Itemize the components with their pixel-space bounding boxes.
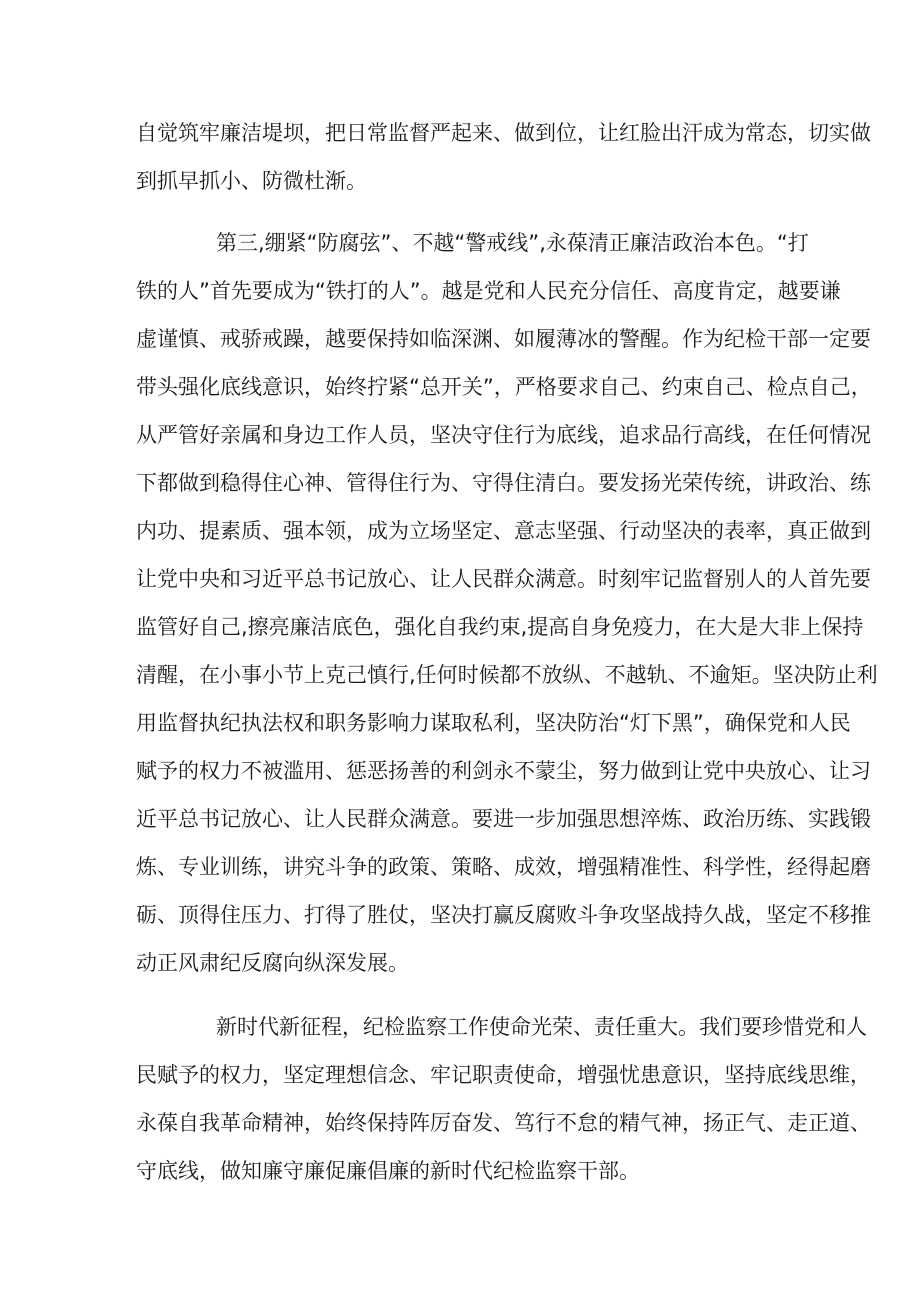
text-line: 民赋予的权力，坚定理想信念、牢记职责使命，增强忧患意识，坚持底线思维， (136, 1063, 871, 1087)
text-line: 砺、顶得住压力、打得了胜仗，坚决打赢反腐败斗争攻坚战持久战，坚定不移推 (136, 903, 871, 927)
text-line: 铁的人”首先要成为“铁打的人”。越是党和人民充分信任、高度肯定，越要谦 (136, 279, 841, 303)
text-line: 近平总书记放心、让人民群众满意。要进一步加强思想淬炼、政治历练、实践锻 (136, 807, 871, 831)
text-line: 带头强化底线意识，始终拧紧“总开关”，严格要求自己、约束自己、检点自己， (136, 375, 872, 399)
text-line: 让党中央和习近平总书记放心、让人民群众满意。时刻牢记监督别人的人首先要 (136, 567, 871, 591)
text-line: 到抓早抓小、防微杜渐。 (136, 169, 367, 193)
text-line: 清醒，在小事小节上克己慎行,任何时候都不放纵、不越轨、不逾矩。坚决防止利 (136, 663, 878, 687)
text-line: 内功、提素质、强本领，成为立场坚定、意志坚强、行动坚决的表率，真正做到 (136, 519, 871, 543)
text-line: 第三,绷紧“防腐弦”、不越“警戒线”,永葆清正廉洁政治本色。“打 (216, 231, 809, 255)
text-line: 新时代新征程，纪检监察工作使命光荣、责任重大。我们要珍惜党和人 (216, 1015, 867, 1039)
text-line: 赋予的权力不被滥用、惩恶扬善的利剑永不蒙尘，努力做到让党中央放心、让习 (136, 759, 871, 783)
text-line: 监管好自己,擦亮廉洁底色，强化自我约束,提高自身免疫力，在大是大非上保持 (136, 615, 864, 639)
text-line: 从严管好亲属和身边工作人员，坚决守住行为底线，追求品行高线，在任何情况 (136, 423, 871, 447)
text-line: 永葆自我革命精神，始终保持阵厉奋发、笃行不怠的精气神，扬正气、走正道、 (136, 1111, 871, 1135)
text-line: 下都做到稳得住心神、管得住行为、守得住清白。要发扬光荣传统，讲政治、练 (136, 471, 871, 495)
text-line: 动正风肃纪反腐向纵深发展。 (136, 951, 409, 975)
text-line: 虚谨慎、戒骄戒躁，越要保持如临深渊、如履薄冰的警醒。作为纪检干部一定要 (136, 327, 871, 351)
text-line: 炼、专业训练，讲究斗争的政策、策略、成效，增强精准性、科学性，经得起磨 (136, 855, 871, 879)
text-line: 用监督执纪执法权和职务影响力谋取私利，坚决防治“灯下黑”，确保党和人民 (136, 711, 851, 735)
text-line: 守底线，做知廉守廉促廉倡廉的新时代纪检监察干部。 (136, 1159, 640, 1183)
text-line: 自觉筑牢廉洁堤坝，把日常监督严起来、做到位，让红脸出汗成为常态，切实做 (136, 121, 871, 145)
